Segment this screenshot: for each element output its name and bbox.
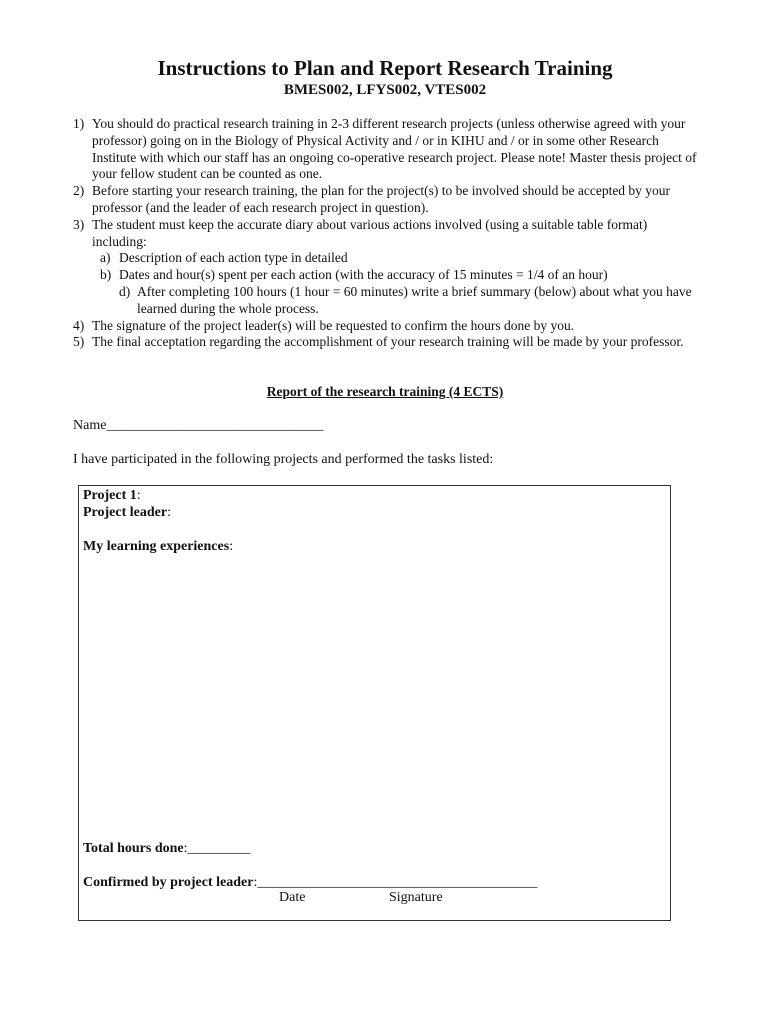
page-title: Instructions to Plan and Report Research Training xyxy=(157,56,613,80)
project-field[interactable] xyxy=(83,487,141,504)
project-leader-colon: : xyxy=(167,505,171,520)
instruction-item xyxy=(73,318,703,335)
learning-experiences-label: My learning experiences xyxy=(83,539,230,554)
project-label: Project 1 xyxy=(83,488,137,503)
project-colon: : xyxy=(136,488,141,503)
sub-instruction-letter: a) xyxy=(100,250,111,266)
report-title: Report of the research training (4 ECTS) xyxy=(266,384,504,399)
confirmation-field[interactable] xyxy=(83,874,537,891)
instruction-text: The signature of the project leader(s) will be requested to confirm the hours done by you. xyxy=(92,317,575,333)
instruction-item xyxy=(73,183,703,217)
learning-experiences-field[interactable] xyxy=(83,538,233,555)
name-field[interactable]: Name_______________________________ xyxy=(73,418,324,433)
instruction-item xyxy=(73,217,703,318)
learning-experiences-colon: : xyxy=(229,539,234,554)
instruction-list xyxy=(73,116,703,351)
sub-instruction-text: Description of each action type in detailed xyxy=(119,250,348,266)
sub-instruction-letter: b) xyxy=(100,267,112,283)
sub-instruction-letter: d) xyxy=(119,283,131,299)
instruction-number: 2) xyxy=(73,183,85,199)
instruction-item xyxy=(73,334,703,351)
instruction-text: You should do practical research training in 2-3 different research projects (unless otherwise agreed with your professor) going on in the Biology of Physical Activity and / or in KIHU and / or in some other Research Institute with which our staff has an ongoing co-operative research project. Please note! Master thesis project of your fellow student can be counted as one. xyxy=(92,116,697,182)
instruction-number: 5) xyxy=(73,334,85,350)
project-leader-label: Project leader xyxy=(83,505,168,520)
instruction-number: 1) xyxy=(73,116,85,131)
confirmation-blank: :________________________________________ xyxy=(253,875,538,890)
participation-statement: I have participated in the following projects and performed the tasks listed: xyxy=(73,452,494,467)
instruction-number: 3) xyxy=(73,216,85,232)
date-caption: Date xyxy=(279,890,306,905)
project-report-box xyxy=(78,485,671,921)
sub-instruction-item xyxy=(92,267,703,284)
total-hours-blank: :_________ xyxy=(183,841,251,856)
total-hours-label: Total hours done xyxy=(83,841,184,856)
sub-instruction-text: After completing 100 hours (1 hour = 60 minutes) write a brief summary (below) about what you have learned during the whole process. xyxy=(137,283,692,316)
instruction-number: 4) xyxy=(73,317,85,333)
sub-instruction-item xyxy=(92,284,703,318)
instruction-item xyxy=(73,116,703,183)
project-leader-field[interactable] xyxy=(83,504,171,521)
signature-caption: Signature xyxy=(389,890,443,905)
course-codes: BMES002, LFYS002, VTES002 xyxy=(283,82,487,98)
sub-instruction-list xyxy=(92,250,703,317)
instruction-text: The final acceptation regarding the accomplishment of your research training will be made by your professor. xyxy=(92,334,684,350)
instruction-text: The student must keep the accurate diary about various actions involved (using a suitable table format) including: xyxy=(92,216,648,249)
instruction-text: Before starting your research training, the plan for the project(s) to be involved should be accepted by your professor (and the leader of each research project in question). xyxy=(92,183,671,215)
sub-instruction-text: Dates and hour(s) spent per each action (with the accuracy of 15 minutes = 1/4 of an hour) xyxy=(119,267,608,283)
sub-instruction-item xyxy=(92,250,703,267)
total-hours-field[interactable] xyxy=(83,840,251,857)
confirmed-label: Confirmed by project leader xyxy=(83,875,254,890)
